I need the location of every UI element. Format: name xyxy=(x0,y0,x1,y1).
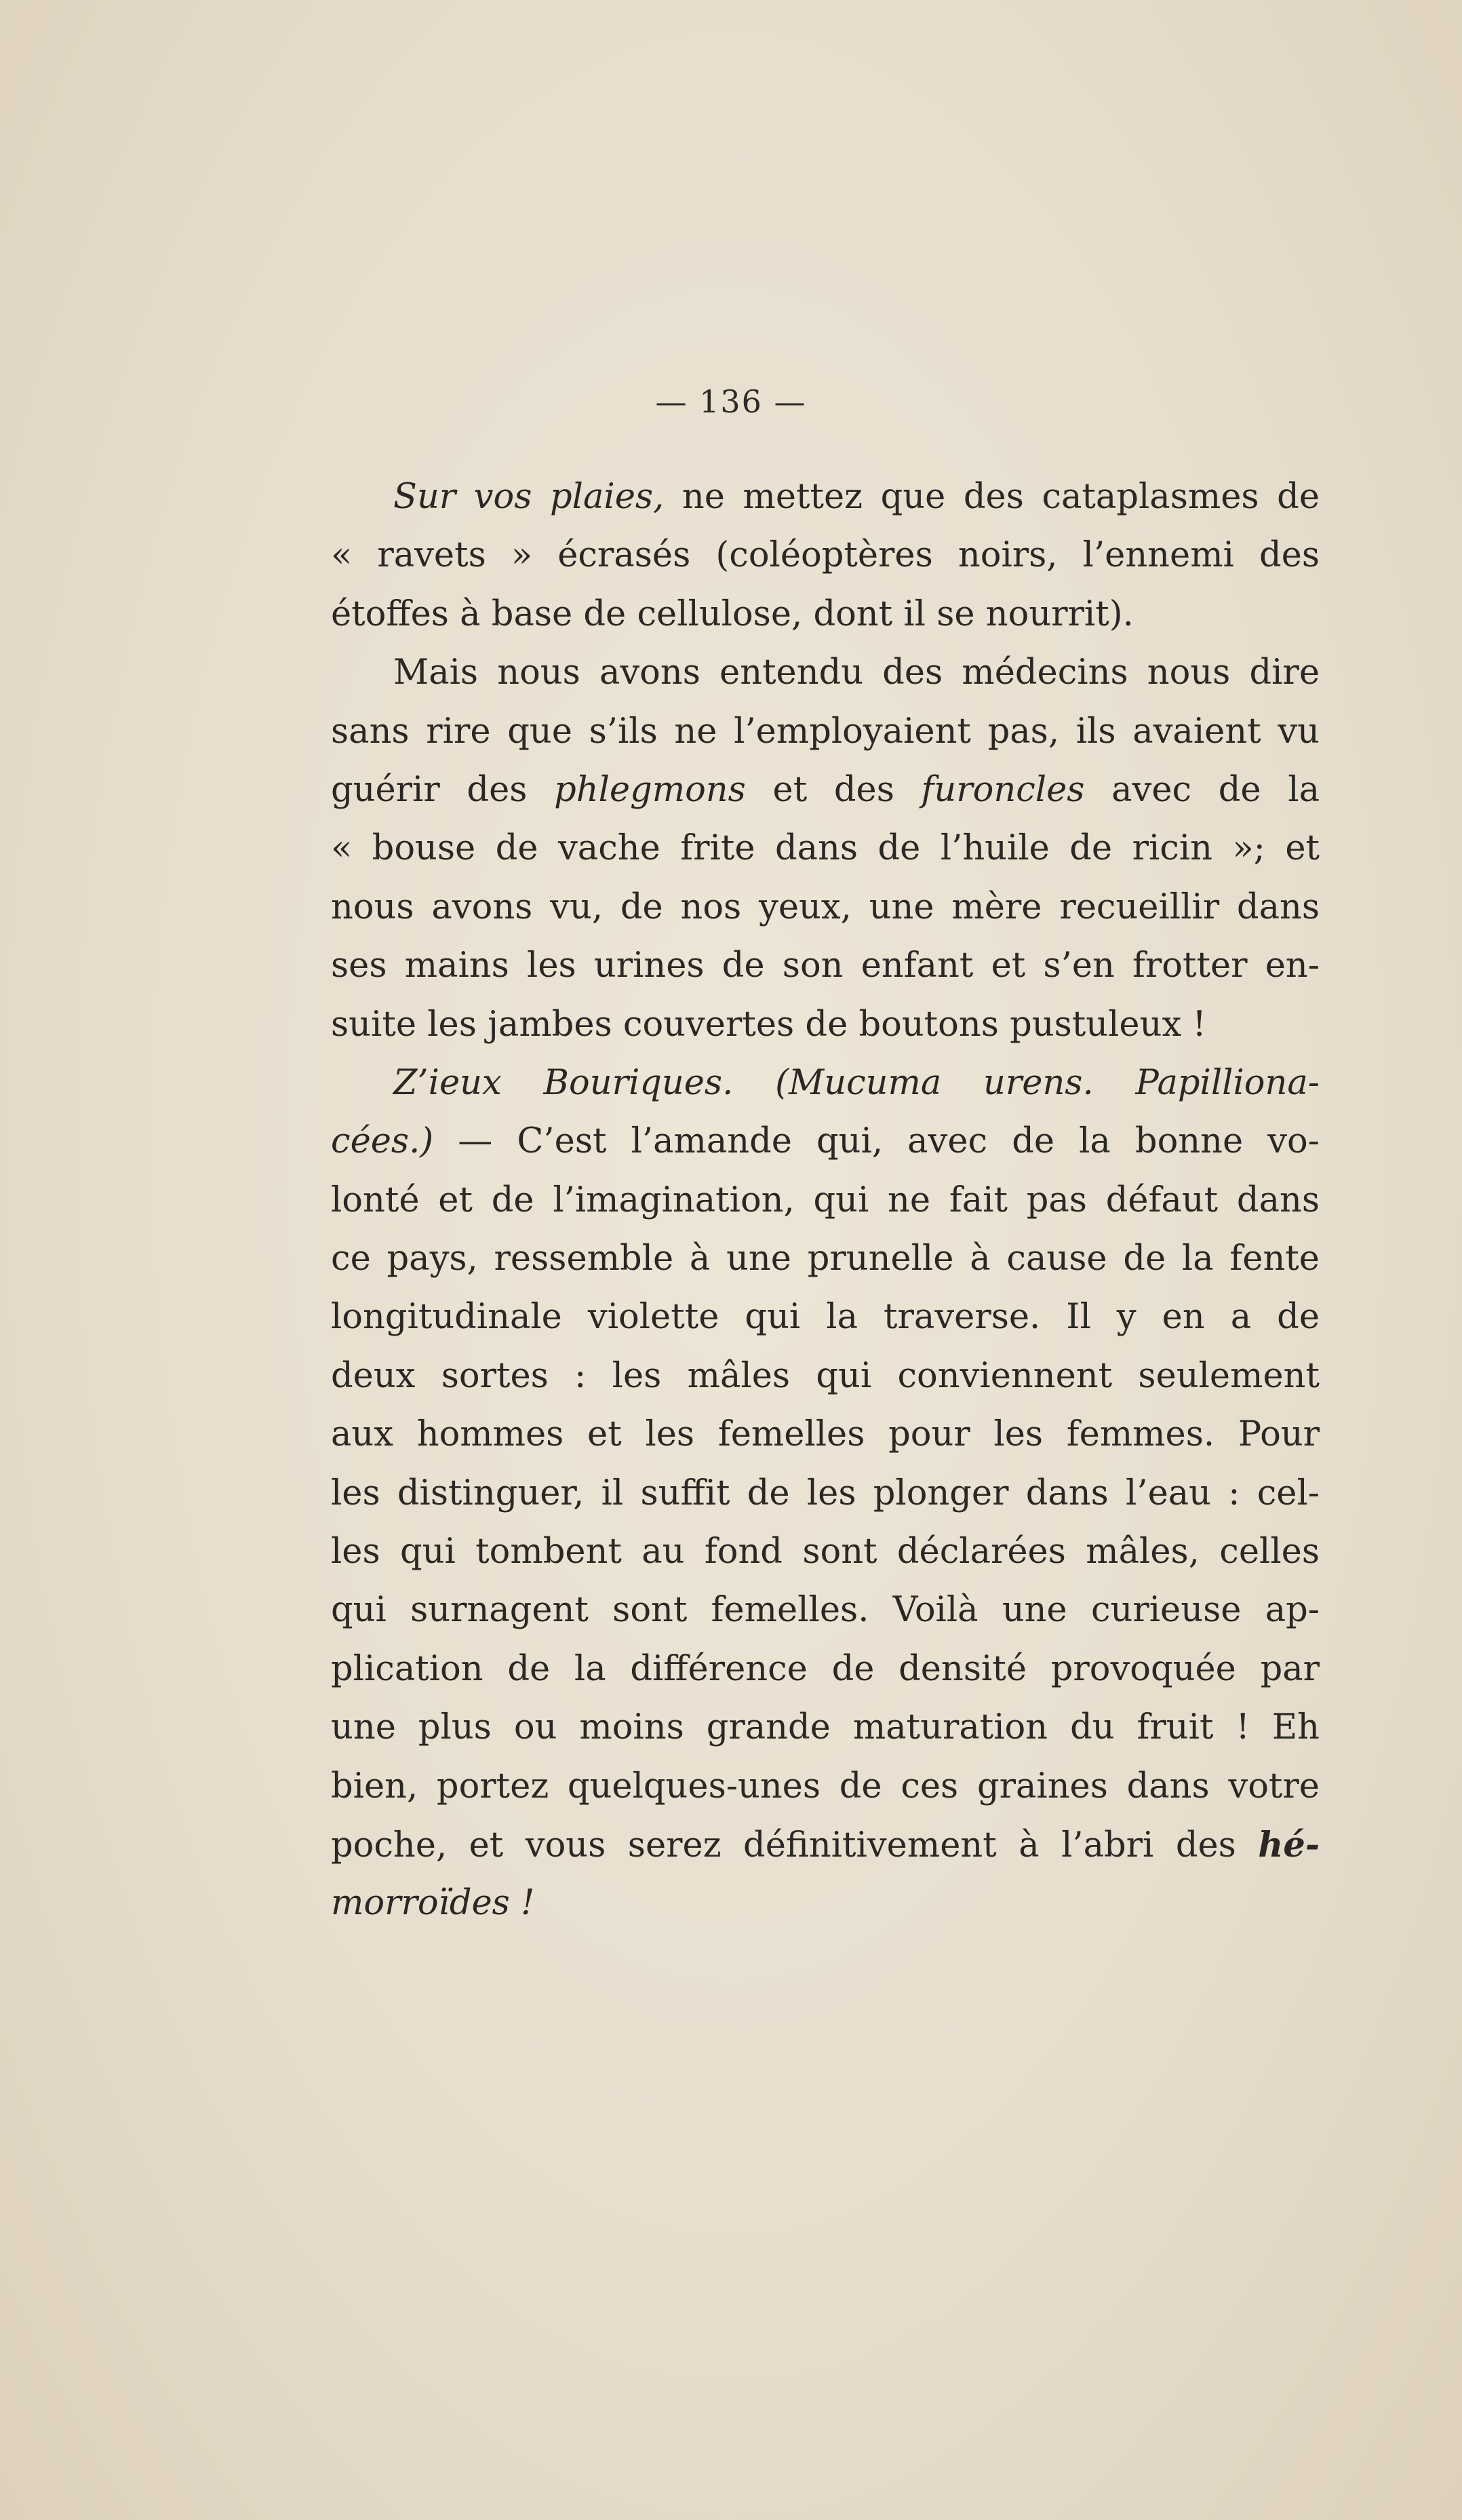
text-run: une plus ou moins grande maturation du fruit ! Eh xyxy=(331,1707,1320,1748)
text-run: plication de la différence de densité provoquée par xyxy=(331,1648,1320,1689)
text-run: qui surnagent sont femelles. Voilà une curieuse ap- xyxy=(331,1590,1320,1631)
text-line xyxy=(331,1112,1320,1171)
text-line xyxy=(331,1288,1320,1346)
italic-text-run: furoncles xyxy=(921,769,1085,810)
text-run: longitudinale violette qui la traverse. Il y en a de xyxy=(331,1297,1320,1338)
text-line xyxy=(331,1230,1320,1288)
body-text xyxy=(331,468,1320,1933)
text-line xyxy=(331,468,1320,526)
text-run: « ravets » écrasés (coléoptères noirs, l’ennemi des xyxy=(331,535,1320,576)
text-run: les distinguer, il suffit de les plonger dans l’eau : cel- xyxy=(331,1473,1320,1513)
text-line xyxy=(331,1054,1320,1112)
text-line xyxy=(331,1581,1320,1640)
text-line xyxy=(331,1171,1320,1230)
text-line xyxy=(331,878,1320,937)
text-run: poche, et vous serez définitivement à l’abri des xyxy=(331,1825,1259,1865)
text-line xyxy=(331,1874,1320,1933)
text-run: ses mains les urines de son enfant et s’en frotter en- xyxy=(331,946,1320,986)
italic-text-run: hé- xyxy=(1258,1824,1320,1865)
text-run: « bouse de vache frite dans de l’huile de ricin »; et xyxy=(331,828,1320,869)
text-line xyxy=(331,937,1320,995)
italic-text-run: morroïdes ! xyxy=(331,1883,535,1924)
italic-text-run: Z’ieux Bouriques. (Mucuma urens. Papilliona- xyxy=(393,1062,1320,1103)
text-run: avec de la xyxy=(1084,769,1320,810)
text-run: bien, portez quelques-unes de ces graines dans votre xyxy=(331,1766,1320,1806)
text-line xyxy=(331,1699,1320,1757)
text-run: aux hommes et les femelles pour les femmes. Pour xyxy=(331,1414,1320,1455)
text-run: et des xyxy=(745,769,922,810)
text-run: étoffes à base de cellulose, dont il se nourrit). xyxy=(331,594,1134,634)
text-run: suite les jambes couvertes de boutons pustuleux ! xyxy=(331,1004,1206,1045)
italic-text-run: cées.) xyxy=(331,1121,434,1162)
text-line xyxy=(331,703,1320,761)
text-line xyxy=(331,585,1320,644)
italic-text-run: Sur vos plaies, xyxy=(393,477,665,517)
text-run: deux sortes : les mâles qui conviennent seulement xyxy=(331,1355,1320,1396)
text-line xyxy=(331,996,1320,1054)
text-run: ce pays, ressemble à une prunelle à cause de la fente xyxy=(331,1239,1320,1279)
text-line xyxy=(331,761,1320,819)
text-line xyxy=(331,1816,1320,1874)
text-run: lonté et de l’imagination, qui ne fait pas défaut dans xyxy=(331,1180,1320,1220)
text-line xyxy=(331,1640,1320,1699)
text-line xyxy=(331,1347,1320,1406)
text-run: nous avons vu, de nos yeux, une mère recueillir dans xyxy=(331,887,1320,927)
text-run: Mais nous avons entendu des médecins nous dire xyxy=(393,653,1320,693)
text-line xyxy=(331,1523,1320,1581)
text-run: — C’est l’amande qui, avec de la bonne vo- xyxy=(433,1121,1320,1162)
text-line xyxy=(331,1406,1320,1464)
text-line xyxy=(331,1465,1320,1523)
text-line xyxy=(331,644,1320,702)
text-line xyxy=(331,1758,1320,1816)
italic-text-run: phlegmons xyxy=(554,769,746,810)
text-run: ne mettez que des cataplasmes de xyxy=(664,477,1320,517)
text-run: guérir des xyxy=(331,769,555,810)
text-run: les qui tombent au fond sont déclarées mâles, celles xyxy=(331,1532,1320,1572)
text-line xyxy=(331,526,1320,585)
text-run: sans rire que s’ils ne l’employaient pas, ils avaient vu xyxy=(331,711,1320,752)
page-number: — 136 — xyxy=(655,383,807,420)
text-line xyxy=(331,819,1320,878)
